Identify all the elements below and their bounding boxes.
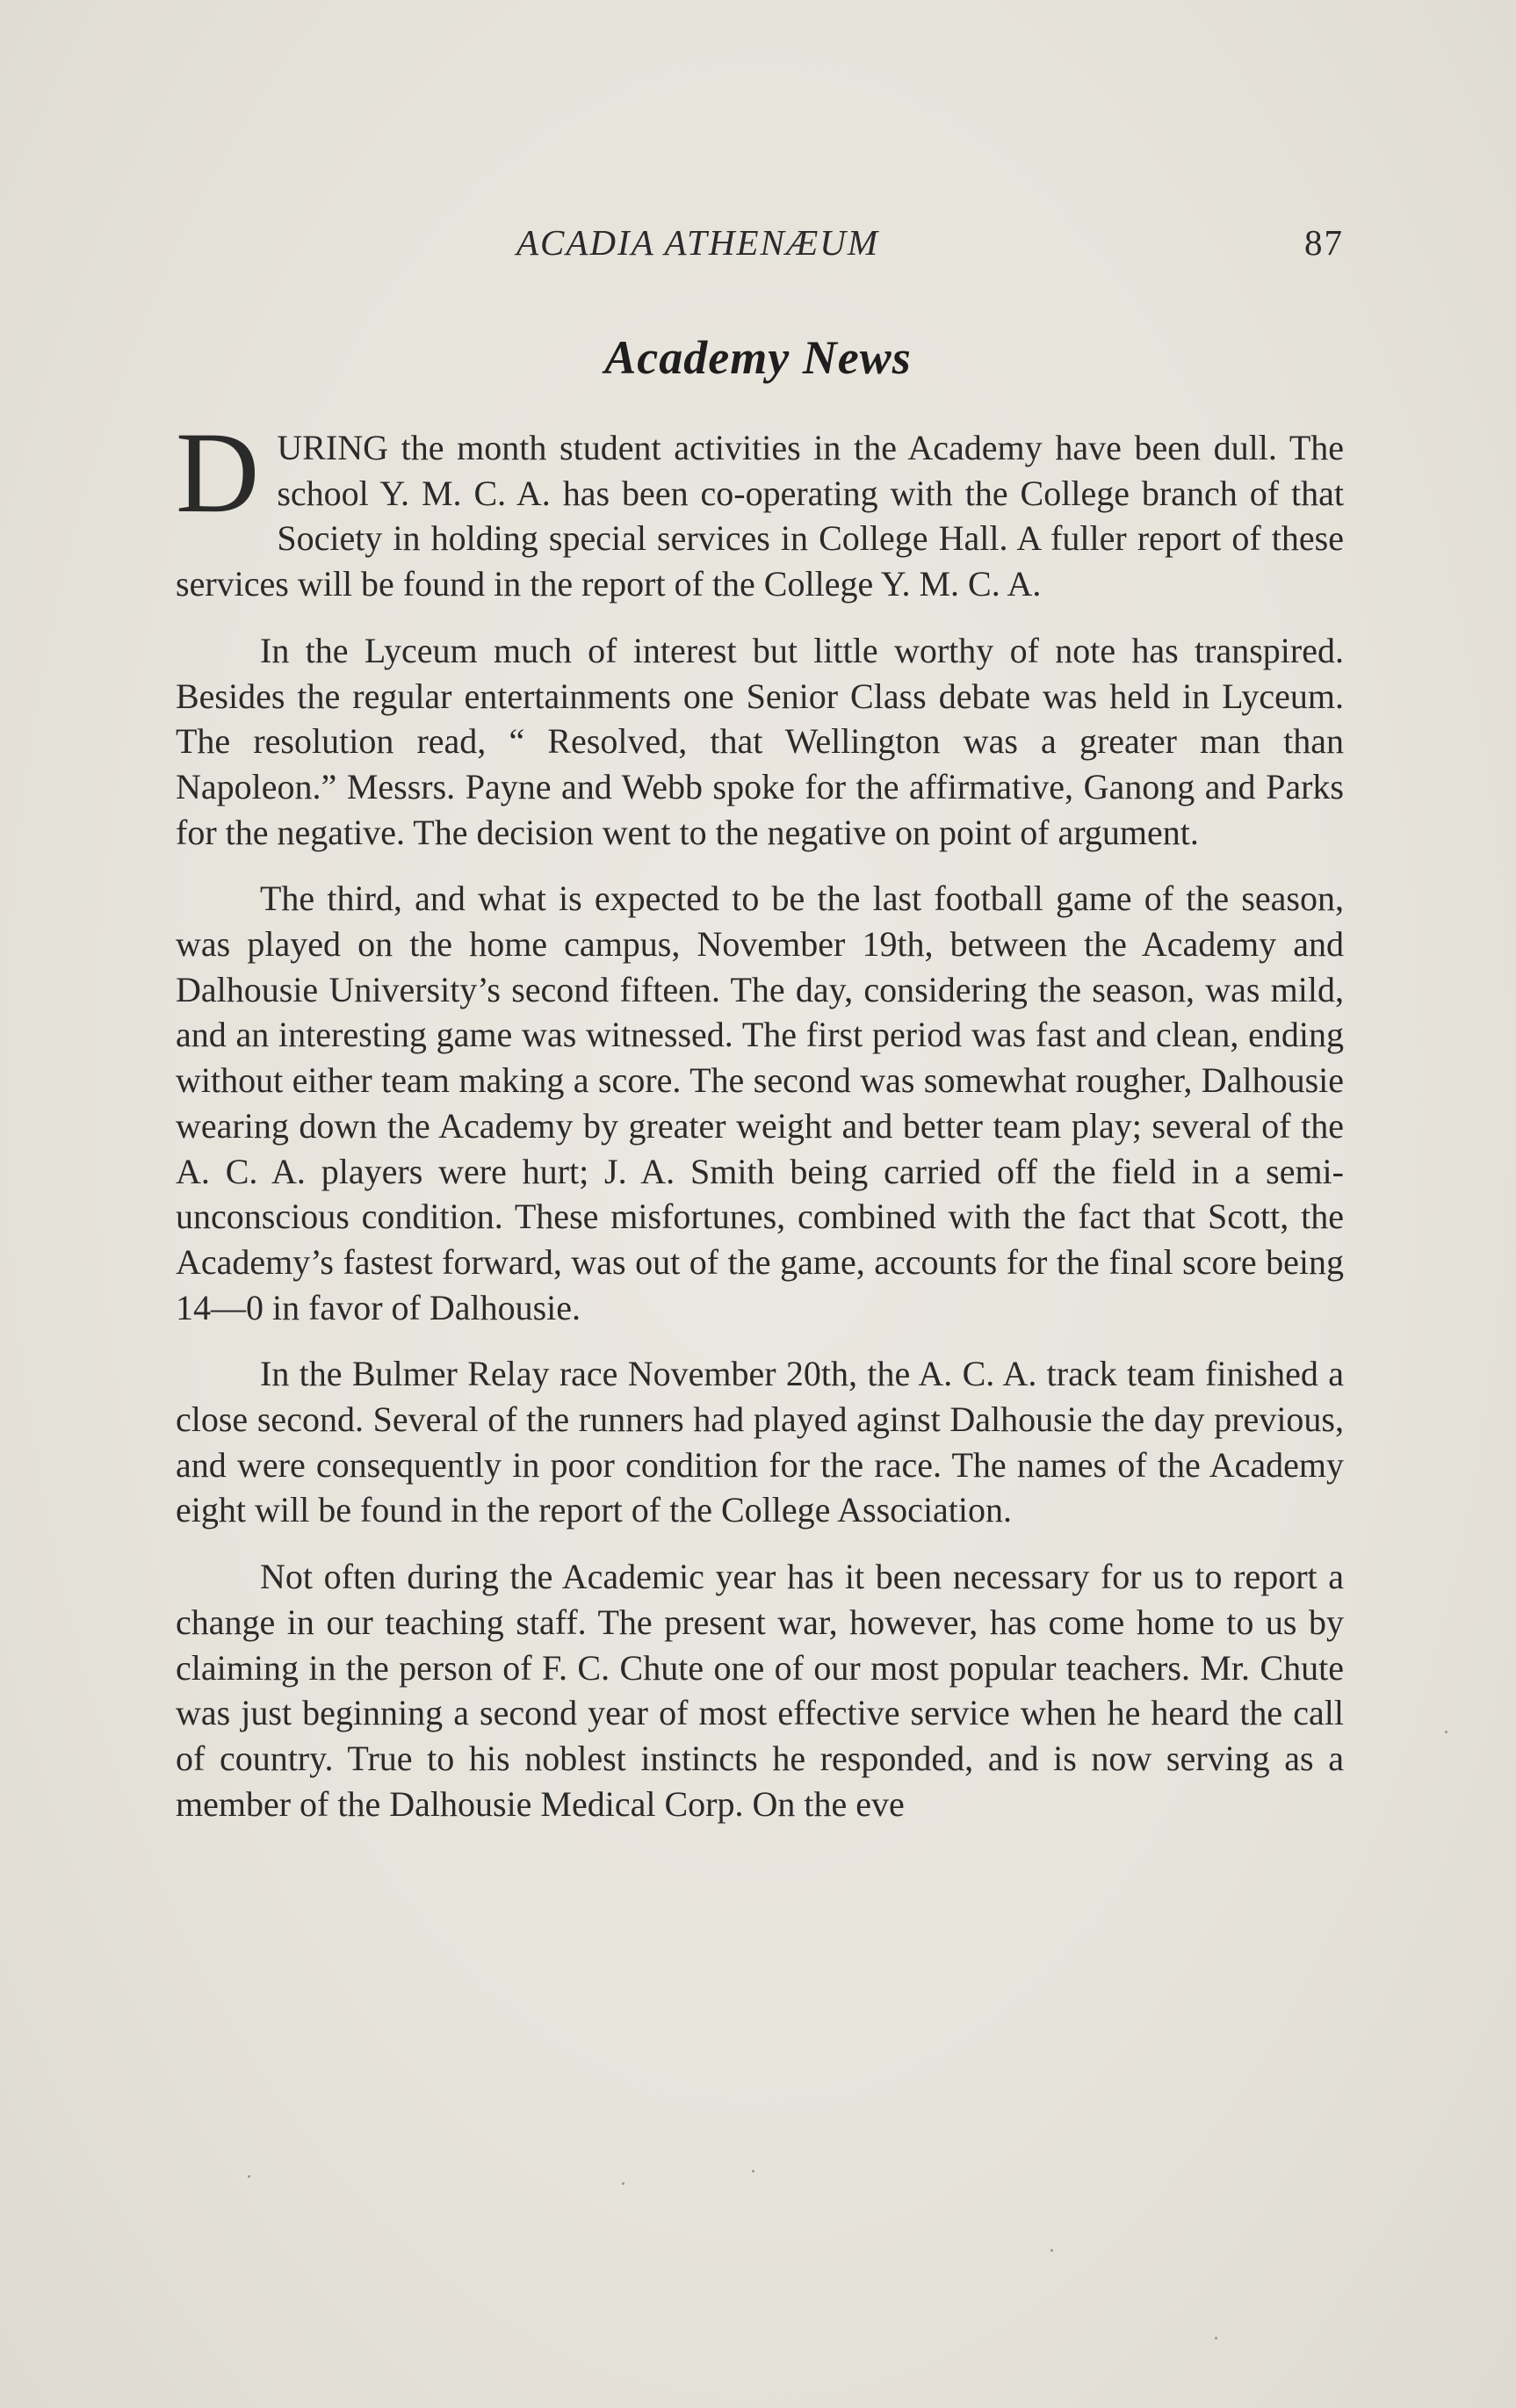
paper-speck <box>622 2182 624 2185</box>
running-head <box>176 221 1344 274</box>
page-number: 87 <box>1304 222 1344 263</box>
drop-cap: D <box>176 408 260 537</box>
paragraph: The third, and what is expected to be the last football game of the season, was played on the home campus, November 19th, between the Academy and Dalhousie University’s second fifteen. The day, considering the season, was mild, and an interesting game was witnessed. The first period was fast and clean, ending without either team making a score. The second was somewhat rougher, Dalhousie wearing down the Academy by greater weight and better team play; several of the A. C. A. players were hurt; J. A. Smith being carried off the field in a semi-unconscious condition. These misfortunes, combined with the fact that Scott, the Academy’s fastest forward, was out of the game, accounts for the final score being 14—0 in favor of Dalhousie. <box>176 879 1344 1327</box>
paper-speck <box>1050 2249 1053 2252</box>
paper-speck <box>1215 2337 1217 2339</box>
paragraph: Not often during the Academic year has it been necessary for us to report a change in our teaching staff. The present war, however, has come home to us by claiming in the person of F. C. Chute one of our most popular teachers. Mr. Chute was just beginning a second year of most effective service when he heard the call of country. True to his noblest instincts he responded, and is now serving as a member of the Dalhousie Medical Corp. On the eve <box>176 1557 1344 1824</box>
paragraph: In the Lyceum much of interest but little worthy of note has transpired. Besides the regular entertainments one Senior Class debate was held in Lyceum. The resolution read, “ Resolved, that Wellington was a greater man than Napoleon.” Messrs. Payne and Webb spoke for the affirmative, Ganong and Parks for the negative. The decision went to the negative on point of argument. <box>176 630 1344 852</box>
paper-speck <box>1445 1731 1447 1733</box>
paragraph: In the Bulmer Relay race November 20th, the A. C. A. track team finished a close second. Several of the runners had played aginst Dalhousie the day previous, and were consequently in poor condition for the race. The names of the Academy eight will be found in the report of the College Association. <box>176 1354 1344 1530</box>
running-title: ACADIA ATHENÆUM <box>516 222 880 263</box>
paragraph-text: URING the month student activities in the Academy have been dull. The school Y. M. C. A. has been co-operating with the College branch of that Society in holding special services in College Hall. A fuller report of these services will be found in the report of the College Y. M. C. A. <box>176 428 1344 604</box>
paper-speck <box>248 2175 250 2178</box>
paper-speck <box>752 2170 754 2173</box>
article-body <box>176 408 1344 1848</box>
section-heading: Academy News <box>604 331 912 384</box>
paragraph <box>176 408 1344 607</box>
